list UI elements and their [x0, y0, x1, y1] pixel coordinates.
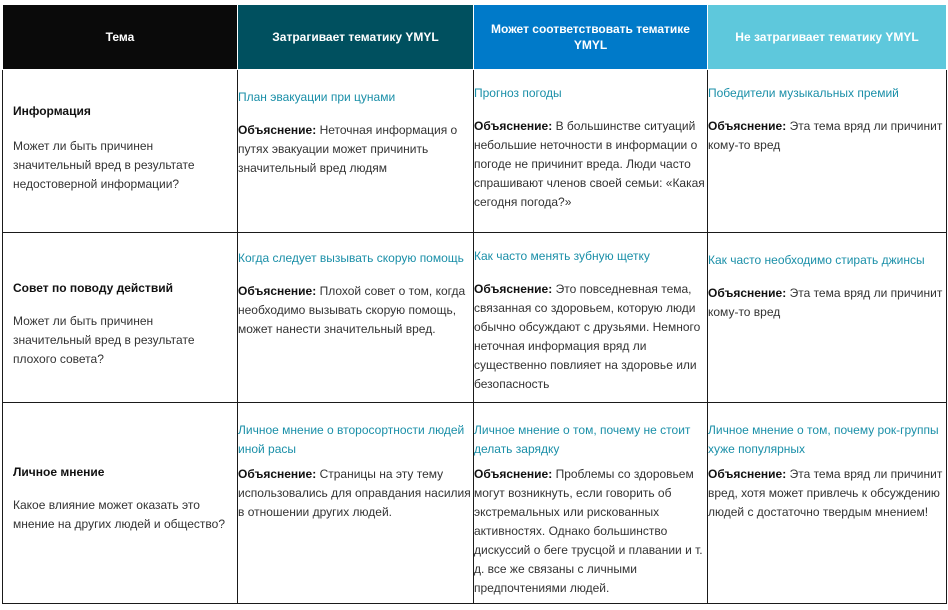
explanation-label: Объяснение: [474, 282, 553, 296]
explanation-text: Эта тема вряд ли причинит вред, хотя может привлечь к обсуждению людей с достаточно твердым мнением! [708, 467, 943, 519]
table-row [3, 403, 947, 604]
topic-title: Совет по поводу действий [13, 281, 173, 295]
topic-question: Может ли быть причинен значительный вред в результате плохого совета? [13, 314, 195, 366]
maybe-ymyl-cell [474, 70, 708, 233]
example-title: Личное мнение о том, почему не стоит делать зарядку [474, 423, 691, 456]
explanation-text: Проблемы со здоровьем могут возникнуть, если говорить об экстремальных или рискованных активностях. Однако большинство дискуссий о беге трусцой и плавании и т. д. все же связаны с личными предпочтениями людей. [474, 467, 703, 595]
explanation-text: Страницы на эту тему использовались для оправдания насилия в отношении других людей. [238, 467, 471, 519]
header-topic: Тема [3, 5, 238, 70]
ymyl-cell [238, 403, 474, 604]
explanation-label: Объяснение: [474, 119, 553, 133]
example-title: Прогноз погоды [474, 86, 562, 100]
topic-question: Какое влияние может оказать это мнение на других людей и общество? [13, 498, 226, 531]
topic-title: Информация [13, 104, 91, 118]
not-ymyl-cell [708, 233, 947, 403]
example-explanation [708, 117, 946, 155]
not-ymyl-cell [708, 70, 947, 233]
table-row [3, 233, 947, 403]
explanation-text: Это повседневная тема, связанная со здоровьем, которую люди обычно обсуждают с друзьями. Немного неточная информация вряд ли существенно повлияет на здоровье или безопасность [474, 282, 701, 391]
example-title: Как часто менять зубную щетку [474, 249, 650, 263]
explanation-label: Объяснение: [238, 467, 317, 481]
maybe-ymyl-cell [474, 233, 708, 403]
header-not-ymyl: Не затрагивает тематику YMYL [708, 5, 947, 70]
example-explanation [238, 121, 473, 178]
table-row [3, 70, 947, 233]
topic-cell [3, 70, 238, 233]
example-explanation [474, 465, 707, 598]
header-row [3, 5, 947, 70]
topic-title: Личное мнение [13, 465, 105, 479]
example-title: Личное мнение о второсортности людей иной расы [238, 423, 465, 456]
ymyl-cell [238, 70, 474, 233]
topic-question: Может ли быть причинен значительный вред в результате недостоверной информации? [13, 139, 195, 191]
example-explanation [708, 465, 946, 522]
example-title: Как часто необходимо стирать джинсы [708, 253, 925, 267]
topic-cell [3, 233, 238, 403]
topic-cell [3, 403, 238, 604]
explanation-label: Объяснение: [238, 123, 317, 137]
explanation-label: Объяснение: [708, 467, 787, 481]
example-title: План эвакуации при цунами [238, 90, 396, 104]
explanation-text: Эта тема вряд ли причинит кому-то вред [708, 286, 943, 319]
ymyl-cell [238, 233, 474, 403]
explanation-label: Объяснение: [708, 119, 787, 133]
explanation-text: Неточная информация о путях эвакуации может причинить значительный вред людям [238, 123, 458, 175]
example-explanation [238, 282, 473, 339]
not-ymyl-cell [708, 403, 947, 604]
example-explanation [708, 284, 946, 322]
header-ymyl: Затрагивает тематику YMYL [238, 5, 474, 70]
example-explanation [474, 117, 707, 212]
explanation-label: Объяснение: [238, 284, 317, 298]
explanation-text: В большинстве ситуаций небольшие неточности в информации о погоде не причинит вреда. Люди часто спрашивают членов своей семьи: «Какая сегодня погода?» [474, 119, 705, 209]
example-title: Когда следует вызывать скорую помощь [238, 251, 464, 265]
example-title: Личное мнение о том, почему рок-группы хуже популярных [708, 423, 939, 456]
explanation-text: Эта тема вряд ли причинит кому-то вред [708, 119, 943, 152]
explanation-text: Плохой совет о том, когда необходимо вызывать скорую помощь, может нанести значительный вред. [238, 284, 466, 336]
header-maybe-ymyl: Может соответствовать тематике YMYL [474, 5, 708, 70]
example-explanation [474, 280, 707, 394]
explanation-label: Объяснение: [708, 286, 787, 300]
ymyl-comparison-table [2, 4, 947, 604]
example-explanation [238, 465, 473, 522]
maybe-ymyl-cell [474, 403, 708, 604]
explanation-label: Объяснение: [474, 467, 553, 481]
example-title: Победители музыкальных премий [708, 86, 899, 100]
